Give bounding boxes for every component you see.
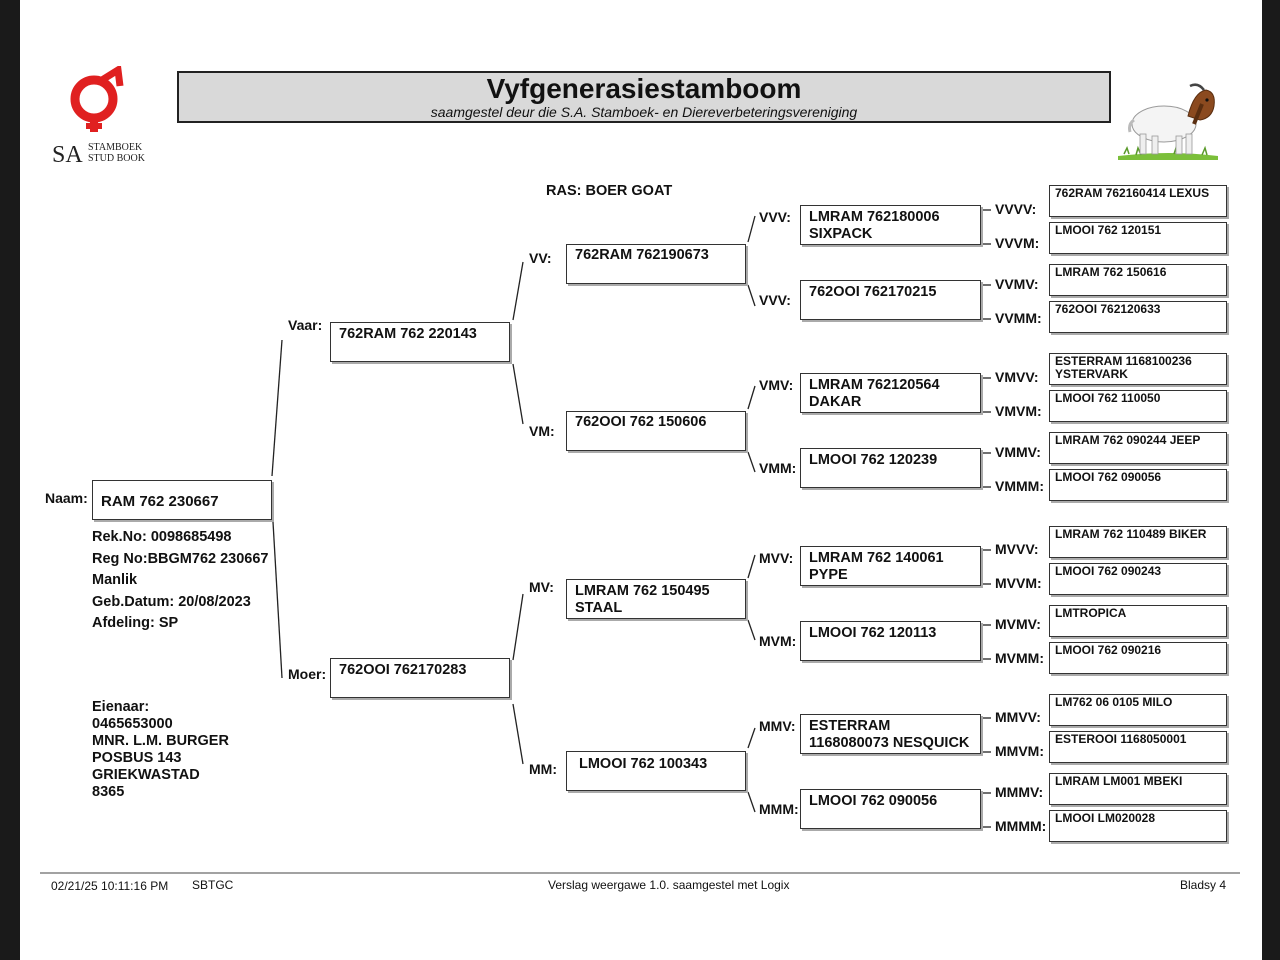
gen3-box-5 [800, 546, 981, 586]
gen4-name-14: ESTEROOI 1168050001 [1055, 732, 1187, 746]
gen3-name-3b: DAKAR [809, 394, 862, 410]
gen4-box-2 [1049, 222, 1227, 254]
gen4-box-13 [1049, 694, 1227, 726]
gen3-name-4: LMOOI 762 120239 [809, 452, 938, 468]
gen2-label-mv: MV: [529, 579, 554, 595]
pedigree-page [20, 0, 1262, 960]
gen3-box-4 [800, 448, 981, 488]
gen4-label-1: VVVV: [995, 201, 1037, 217]
section: Afdeling: SP [92, 615, 179, 631]
animal-name: RAM 762 230667 [101, 493, 219, 510]
gen3-name-7a: ESTERRAM [809, 718, 891, 734]
gen4-label-11: MVMV: [995, 616, 1041, 632]
animal-name-label: Naam: [45, 490, 88, 506]
dam-box [330, 658, 510, 698]
footer-code: SBTGC [192, 878, 234, 892]
gen4-label-6: VMVM: [995, 403, 1042, 419]
gen4-label-3: VVMV: [995, 276, 1039, 292]
animal-name-box [92, 480, 272, 520]
gen4-name-9: LMRAM 762 110489 BIKER [1055, 527, 1207, 541]
owner-address-2: GRIEKWASTAD [92, 767, 200, 783]
gen2-box-vm [566, 411, 746, 451]
gen4-label-10: MVVM: [995, 575, 1042, 591]
gen3-label-7: MMV: [759, 718, 796, 734]
gen3-box-6 [800, 621, 981, 661]
gen3-label-3: VMV: [759, 377, 794, 393]
gen4-box-12 [1049, 642, 1227, 674]
gen3-label-2: VVV: [759, 292, 791, 308]
gen3-box-7 [800, 714, 981, 754]
gen3-box-2 [800, 280, 981, 320]
gen4-name-5b: YSTERVARK [1055, 367, 1128, 381]
gen4-box-7 [1049, 432, 1227, 464]
gen4-name-7: LMRAM 762 090244 JEEP [1055, 433, 1201, 447]
footer-page-number: Bladsy 4 [1180, 878, 1227, 892]
owner-postal-code: 8365 [92, 784, 125, 800]
gen4-name-10: LMOOI 762 090243 [1055, 564, 1162, 578]
gen4-box-3 [1049, 264, 1227, 296]
owner-address-1: POSBUS 143 [92, 750, 182, 766]
gen4-label-5: VMVV: [995, 369, 1039, 385]
sire-name: 762RAM 762 220143 [339, 326, 477, 342]
gen4-name-5a: ESTERRAM 1168100236 [1055, 354, 1192, 368]
gen3-name-6: LMOOI 762 120113 [809, 625, 937, 641]
owner-heading: Eienaar: [92, 699, 150, 715]
gen2-box-mv [566, 579, 746, 619]
footer-timestamp: 02/21/25 10:11:16 PM [51, 879, 169, 893]
gen2-box-mm [566, 751, 746, 791]
gen2-label-mm: MM: [529, 761, 557, 777]
gen3-label-6: MVM: [759, 633, 797, 649]
gen4-box-14 [1049, 731, 1227, 763]
gen3-box-8 [800, 789, 981, 829]
breed-label: RAS: BOER GOAT [546, 183, 673, 199]
gen4-name-6: LMOOI 762 110050 [1055, 391, 1161, 405]
page-subtitle: saamgestel deur die S.A. Stamboek- en Diereverbeteringsvereniging [430, 104, 858, 120]
gen4-name-3: LMRAM 762 150616 [1055, 265, 1167, 279]
gen3-name-5b: PYPE [809, 567, 848, 583]
gen4-box-16 [1049, 810, 1227, 842]
registration-number: Reg No:BBGM762 230667 [92, 550, 269, 567]
gen4-name-16: LMOOI LM020028 [1055, 811, 1156, 825]
gen4-label-2: VVVM: [995, 235, 1040, 251]
gen2-name-vm: 762OOI 762 150606 [575, 414, 707, 430]
gen3-name-2: 762OOI 762170215 [809, 284, 937, 300]
logo-line2: STUD BOOK [88, 153, 145, 164]
gen4-label-15: MMMV: [995, 784, 1044, 800]
owner-name: MNR. L.M. BURGER [92, 733, 229, 749]
gen3-name-1a: LMRAM 762180006 [809, 209, 940, 225]
gen4-name-4: 762OOI 762120633 [1055, 302, 1161, 316]
gen4-box-6 [1049, 390, 1227, 422]
gen4-box-9 [1049, 526, 1227, 558]
dam-name: 762OOI 762170283 [339, 662, 467, 678]
gen3-name-7b: 1168080073 NESQUICK [809, 735, 970, 751]
sex: Manlik [92, 572, 138, 588]
gen3-name-1b: SIXPACK [809, 226, 873, 242]
gen4-name-2: LMOOI 762 120151 [1055, 223, 1162, 237]
gen2-name-vv: 762RAM 762190673 [575, 247, 709, 263]
gen2-box-vv [566, 244, 746, 284]
gen4-box-4 [1049, 301, 1227, 333]
gen4-box-15 [1049, 773, 1227, 805]
gen4-label-7: VMMV: [995, 444, 1041, 460]
gen4-label-16: MMMM: [995, 818, 1047, 834]
gen2-label-vm: VM: [529, 423, 555, 439]
birth-date: Geb.Datum: 20/08/2023 [92, 593, 251, 610]
owner-block [92, 699, 229, 801]
gen2-name-mv-2: STAAL [575, 600, 623, 616]
gen4-label-12: MVMM: [995, 650, 1044, 666]
gen2-label-vv: VV: [529, 250, 552, 266]
animal-details [92, 527, 269, 635]
page-title: Vyfgenerasiestamboom [486, 73, 802, 104]
dam-label: Moer: [288, 666, 327, 682]
gen3-label-1: VVV: [759, 209, 791, 225]
gen4-box-1 [1049, 185, 1227, 217]
logo-line1: STAMBOEK [88, 142, 143, 153]
gen4-label-13: MMVV: [995, 709, 1041, 725]
gen4-box-8 [1049, 469, 1227, 501]
gen4-box-10 [1049, 563, 1227, 595]
gen4-box-5 [1049, 353, 1227, 385]
gen4-label-9: MVVV: [995, 541, 1039, 557]
gen4-name-11: LMTROPICA [1055, 606, 1127, 620]
footer-version: Verslag weergawe 1.0. saamgestel met Logix [548, 878, 790, 892]
gen3-label-5: MVV: [759, 550, 794, 566]
gen2-name-mv-1: LMRAM 762 150495 [575, 583, 710, 599]
gen2-name-mm: LMOOI 762 100343 [579, 756, 708, 772]
gen3-label-4: VMM: [759, 460, 797, 476]
gen3-name-3a: LMRAM 762120564 [809, 377, 940, 393]
gen4-name-8: LMOOI 762 090056 [1055, 470, 1162, 484]
sire-label: Vaar: [288, 317, 323, 333]
gen4-label-4: VVMM: [995, 310, 1042, 326]
gen3-box-3 [800, 373, 981, 413]
gen4-name-1: 762RAM 762160414 LEXUS [1055, 186, 1210, 200]
gen4-name-15: LMRAM LM001 MBEKI [1055, 774, 1183, 788]
sire-box [330, 322, 510, 362]
gen4-box-11 [1049, 605, 1227, 637]
logo-sa: SA [52, 142, 83, 166]
gen4-label-8: VMMM: [995, 478, 1044, 494]
registration-account-number: Rek.No: 0098685498 [92, 529, 232, 545]
gen3-name-5a: LMRAM 762 140061 [809, 550, 944, 566]
gen4-name-13: LM762 06 0105 MILO [1055, 695, 1173, 709]
gen4-label-14: MMVM: [995, 743, 1044, 759]
owner-number: 0465653000 [92, 716, 173, 732]
gen3-label-8: MMM: [759, 801, 799, 817]
gen3-box-1 [800, 205, 981, 245]
gen3-name-8: LMOOI 762 090056 [809, 793, 938, 809]
gen4-name-12: LMOOI 762 090216 [1055, 643, 1162, 657]
